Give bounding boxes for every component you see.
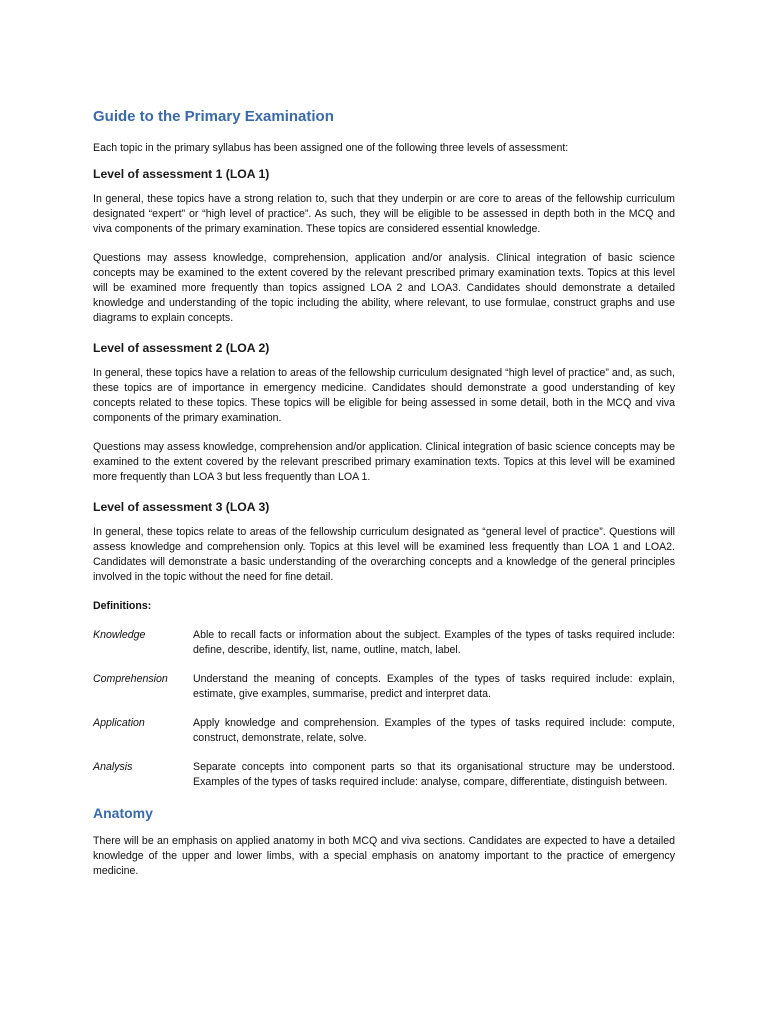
anatomy-heading: Anatomy [93,805,153,821]
definition-text: Apply knowledge and comprehension. Examples of the types of tasks required include: compute, construct, demonstrate, relate, solve. [193,717,675,744]
loa1-paragraph-1: In general, these topics have a strong relation to, such that they underpin or are core to areas of the fellowship curriculum designated “expert” or “high level of practice”. As such, they will be eligible to be assessed in depth both in the MCQ and viva components of the primary examination. These topics are considered essential knowledge. [93,193,675,235]
definition-text: Understand the meaning of concepts. Examples of the types of tasks required include: explain, estimate, give examples, summarise, predict and interpret data. [193,673,675,700]
intro-paragraph: Each topic in the primary syllabus has been assigned one of the following three levels of assessment: [93,142,569,154]
definition-term: Comprehension [93,673,168,685]
definition-term: Application [93,717,145,729]
loa1-paragraph-2: Questions may assess knowledge, comprehension, application and/or analysis. Clinical integration of basic science concepts may be examined to the extent covered by the relevant prescribed primary examination texts. Topics at this level will be examined more frequently than topics assigned LOA 2 and LOA3. Candidates should demonstrate a detailed knowledge and understanding of the topic including the ability, where relevant, to use formulae, construct graphs and use diagrams to explain concepts. [93,252,675,324]
loa2-paragraph-1: In general, these topics have a relation to areas of the fellowship curriculum designated “high level of practice” and, as such, these topics are of importance in emergency medicine. Candidates should demonstrate a good understanding of key concepts related to these topics. These topics will be eligible for being assessed in some detail, both in the MCQ and viva components of the primary examination. [93,367,675,424]
loa3-paragraph-1: In general, these topics relate to areas of the fellowship curriculum designated as “general level of practice”. Questions will assess knowledge and comprehension only. Topics at this level will be examined less frequently than LOA 1 and LOA2. Candidates will demonstrate a basic understanding of the overarching concepts and a knowledge of the general principles involved in the topic without the need for fine detail. [93,526,675,583]
definition-row [93,760,675,790]
definition-text: Separate concepts into component parts so that its organisational structure may be understood. Examples of the types of tasks required include: analyse, compare, differentiate, distinguish between. [193,761,675,788]
loa1-heading: Level of assessment 1 (LOA 1) [93,167,270,181]
definition-term: Knowledge [93,629,146,641]
loa3-heading: Level of assessment 3 (LOA 3) [93,500,270,514]
definition-row [93,716,675,746]
definition-term: Analysis [93,761,133,773]
definitions-heading: Definitions: [93,600,152,612]
definition-text: Able to recall facts or information about the subject. Examples of the types of tasks required include: define, describe, identify, list, name, outline, match, label. [193,629,675,656]
loa2-heading: Level of assessment 2 (LOA 2) [93,341,270,355]
loa2-paragraph-2: Questions may assess knowledge, comprehension and/or application. Clinical integration of basic science concepts may be examined to the extent covered by the relevant prescribed primary examination texts. Topics at this level will be examined more frequently than LOA 3 but less frequently than LOA 1. [93,441,675,483]
definition-row [93,628,675,658]
definition-row [93,672,675,702]
anatomy-paragraph: There will be an emphasis on applied anatomy in both MCQ and viva sections. Candidates are expected to have a detailed knowledge of the upper and lower limbs, with a special emphasis on anatomy important to the practice of emergency medicine. [93,835,675,877]
document-title: Guide to the Primary Examination [93,108,334,125]
